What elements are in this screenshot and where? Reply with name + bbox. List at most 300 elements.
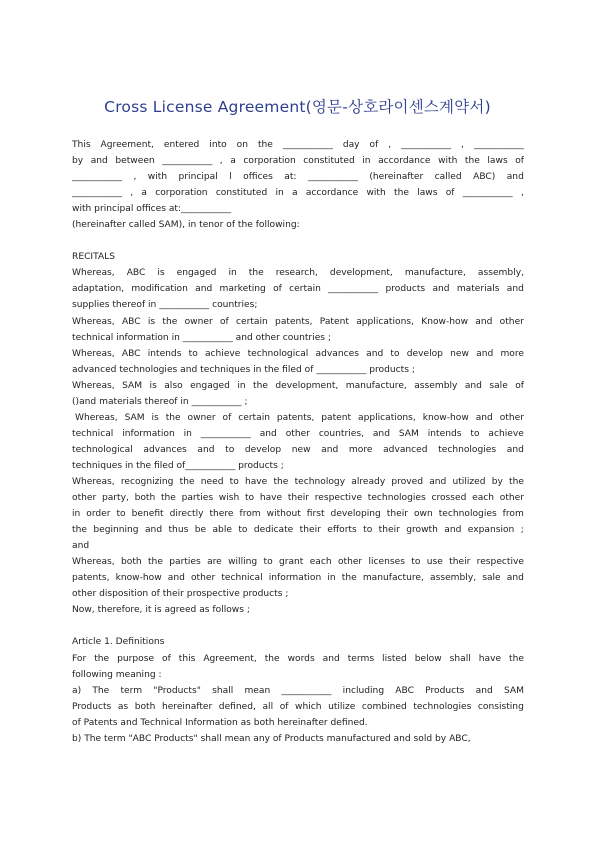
word: their	[287, 493, 310, 504]
word: ___________	[282, 140, 333, 150]
text-line: other disposition of their prospective products ;	[72, 589, 289, 600]
word: know-how	[422, 412, 469, 423]
word: utilized	[452, 476, 486, 487]
word: is	[147, 316, 156, 327]
word: technologies	[438, 509, 497, 520]
word: manufacture,	[404, 268, 466, 279]
word: parties	[169, 557, 201, 568]
word: and	[372, 428, 390, 439]
word: to	[263, 557, 273, 568]
text-line	[72, 474, 524, 490]
text-line: b) The term "ABC Products" shall mean any of Products manufactured and sold by ABC,	[72, 733, 471, 744]
word: of	[515, 156, 524, 167]
word: ABC)	[473, 172, 496, 183]
word: to	[470, 428, 480, 439]
word: both	[134, 701, 156, 712]
word: respective	[314, 493, 363, 504]
word: proved	[391, 476, 424, 487]
word: owner	[187, 412, 216, 423]
word: their	[299, 525, 321, 536]
text-line	[72, 410, 524, 426]
word: growth	[406, 525, 438, 536]
word: patents,	[275, 316, 313, 327]
word: and	[475, 412, 493, 423]
word: the	[264, 653, 280, 664]
word: mean	[244, 685, 271, 696]
text-line: technical information in ___________ and other countries ;	[72, 332, 331, 343]
word: directly	[169, 509, 204, 520]
word: is	[157, 268, 165, 279]
word: and	[195, 284, 213, 295]
word: SAM	[122, 380, 143, 391]
word: manufacture,	[362, 573, 424, 584]
word: of	[162, 653, 171, 664]
word: SAM	[503, 685, 524, 696]
word: intends	[427, 428, 462, 439]
word: owner	[184, 316, 213, 327]
word: ,	[461, 140, 464, 150]
word: is	[149, 380, 157, 391]
article-heading: Article 1. Definitions	[72, 637, 165, 648]
word: engaged	[190, 380, 230, 391]
word: grant	[278, 557, 304, 568]
word: to	[225, 444, 235, 455]
word: the	[273, 476, 289, 487]
text-line: Now, therefore, it is agreed as follows ;	[72, 605, 250, 616]
word: dedicate	[253, 525, 294, 536]
word: and	[321, 444, 339, 455]
word: benefit	[131, 509, 164, 520]
word: research,	[275, 268, 318, 279]
word: ___________	[401, 140, 452, 150]
word: know-how	[115, 573, 162, 584]
word: their	[378, 525, 400, 536]
word: development,	[275, 380, 339, 391]
word: including	[342, 685, 385, 696]
word: This	[72, 140, 91, 150]
word: patents,	[276, 412, 315, 423]
text-line	[72, 185, 524, 201]
text-line	[72, 265, 524, 281]
word: ___________	[462, 188, 513, 199]
word: beginning	[93, 525, 139, 536]
word: ___________	[72, 188, 123, 199]
word: intends	[147, 348, 182, 359]
word: and	[464, 380, 482, 391]
word: the	[160, 493, 176, 504]
word: words	[287, 653, 315, 664]
word: from	[239, 509, 261, 520]
word: and	[259, 428, 277, 439]
text-line	[72, 554, 524, 570]
word: the	[72, 525, 87, 536]
word: Products	[425, 685, 465, 696]
word: the	[179, 476, 195, 487]
word: products	[385, 284, 426, 295]
word: ___________	[72, 172, 123, 183]
word: defined,	[218, 701, 256, 712]
word: also	[164, 380, 183, 391]
word: other	[285, 428, 310, 439]
word: with	[147, 172, 168, 183]
word: the	[509, 476, 524, 487]
word: purpose	[117, 653, 155, 664]
word: party,	[101, 493, 129, 504]
word: a)	[72, 685, 82, 696]
word: of	[279, 701, 289, 712]
word: ,	[388, 140, 392, 150]
word: called	[434, 172, 462, 183]
word: sale	[489, 380, 508, 391]
word: utilize	[328, 701, 356, 712]
word: laws	[487, 156, 508, 167]
word: developing	[330, 509, 381, 520]
word: consisting	[477, 701, 524, 712]
word: the	[165, 412, 181, 423]
word: other	[499, 493, 524, 504]
word: Whereas,	[75, 412, 118, 423]
word: marketing	[219, 284, 266, 295]
word: applications,	[356, 316, 414, 327]
word: and	[197, 444, 215, 455]
word: ABC	[126, 268, 146, 279]
word: all	[262, 701, 274, 712]
word: own	[413, 509, 433, 520]
word: to	[363, 525, 373, 536]
word: and	[506, 573, 524, 584]
word: achieve	[204, 348, 241, 359]
text-line	[72, 314, 524, 330]
word: from	[502, 509, 524, 520]
word: and	[475, 316, 493, 327]
text-line	[72, 281, 524, 297]
word: ___________	[307, 172, 358, 183]
document-title: Cross License Agreement(영문-상호라이센스계약서)	[104, 98, 491, 116]
word: both	[134, 493, 156, 504]
word: sale	[482, 573, 501, 584]
word: the	[464, 156, 480, 167]
text-line	[72, 442, 524, 458]
word: technologies	[438, 444, 497, 455]
text-line	[72, 378, 524, 394]
word: technology	[294, 476, 346, 487]
word: development,	[329, 268, 393, 279]
word: in	[237, 380, 246, 391]
word: Whereas,	[72, 348, 115, 359]
word: patents,	[72, 573, 110, 584]
word: listed	[382, 653, 407, 664]
word: advanced	[383, 444, 428, 455]
text-line: supplies thereof in ___________ countries;	[72, 300, 258, 311]
text-line	[72, 169, 524, 185]
text-line: ()and materials thereof in ___________ ;	[72, 396, 248, 407]
word: below	[414, 653, 442, 664]
text-line: following meaning :	[72, 669, 162, 680]
word: the	[509, 653, 524, 664]
word: the	[257, 140, 273, 150]
text-line: techniques in the filed of___________ products ;	[72, 460, 284, 471]
word: assembly,	[477, 268, 524, 279]
word: each	[309, 557, 332, 568]
word: the	[94, 653, 110, 664]
word: able	[212, 525, 232, 536]
word: other	[72, 493, 97, 504]
word: the	[253, 380, 268, 391]
word: licenses	[368, 557, 405, 568]
word: to	[116, 509, 126, 520]
word: a	[230, 156, 236, 167]
word: adaptation,	[72, 284, 125, 295]
word: assembly,	[430, 573, 477, 584]
word: both	[121, 557, 142, 568]
word: laws	[417, 188, 438, 199]
word: day	[342, 140, 360, 150]
word: without	[266, 509, 301, 520]
word: shall	[449, 653, 471, 664]
text-line: with principal offices at:___________	[72, 204, 232, 215]
word: have	[259, 493, 283, 504]
word: Products	[72, 701, 112, 712]
word: thus	[168, 525, 189, 536]
word: For	[72, 653, 87, 664]
word: ,	[130, 188, 134, 199]
text-line	[72, 651, 524, 667]
word: "Products"	[153, 685, 201, 696]
word: shall	[212, 685, 234, 696]
word: patent	[321, 412, 352, 423]
word: use	[426, 557, 443, 568]
word: to	[244, 493, 255, 504]
word: and	[475, 685, 493, 696]
word: information	[268, 573, 322, 584]
word: advances	[315, 348, 359, 359]
word: term	[120, 685, 143, 696]
text-line: of Patents and Technical Information as both hereinafter defined.	[72, 717, 368, 728]
word: develop	[406, 348, 443, 359]
text-line: (hereinafter called SAM), in tenor of the following:	[72, 220, 300, 231]
word: and	[476, 348, 494, 359]
word: with	[366, 188, 386, 199]
word: Whereas,	[72, 316, 115, 327]
word: ___________	[200, 428, 251, 439]
word: ,	[520, 188, 524, 199]
word: on	[236, 140, 248, 150]
word: constituted	[215, 188, 268, 199]
word: other	[499, 412, 524, 423]
word: corporation	[243, 156, 296, 167]
word: terms	[347, 653, 375, 664]
word: of	[369, 140, 379, 150]
blank-line	[72, 618, 524, 634]
word: wish	[218, 493, 240, 504]
word: to	[238, 525, 248, 536]
section-heading: RECITALS	[72, 252, 116, 263]
word: have	[478, 653, 502, 664]
text-line	[72, 426, 524, 442]
word: to	[229, 476, 239, 487]
word: develop	[244, 444, 282, 455]
word: a	[292, 188, 298, 199]
word: respective	[476, 557, 524, 568]
word: into	[209, 140, 227, 150]
word: technological	[72, 444, 133, 455]
word: ___________	[162, 156, 213, 167]
word: of	[515, 380, 524, 391]
word: assembly	[414, 380, 458, 391]
word: and	[506, 284, 524, 295]
word: recognizing	[120, 476, 174, 487]
word: ,	[219, 156, 223, 167]
word: in	[275, 188, 284, 199]
word: of	[445, 188, 455, 199]
word: technologies	[413, 701, 472, 712]
word: at:	[284, 172, 297, 183]
word: Agreement,	[100, 140, 154, 150]
word: applications,	[358, 412, 416, 423]
word: already	[351, 476, 386, 487]
word: and	[432, 284, 450, 295]
word: ___________	[328, 284, 379, 295]
word: are	[207, 557, 222, 568]
word: Whereas,	[72, 557, 115, 568]
word: Whereas,	[72, 476, 115, 487]
word: Agreement,	[203, 653, 257, 664]
word: constituted	[303, 156, 355, 167]
word: and	[429, 476, 447, 487]
word: and	[444, 525, 462, 536]
word: and	[506, 444, 524, 455]
word: and	[90, 156, 108, 167]
word: certain	[236, 316, 268, 327]
word: materials	[456, 284, 500, 295]
word: order	[86, 509, 111, 520]
word: have	[244, 476, 268, 487]
word: by	[72, 156, 84, 167]
text-line	[72, 490, 524, 506]
word: modification	[131, 284, 188, 295]
word: to	[411, 557, 421, 568]
word: certain	[238, 412, 270, 423]
word: by	[491, 476, 503, 487]
word: efforts	[327, 525, 357, 536]
word: (hereinafter	[369, 172, 424, 183]
word: SAM	[124, 412, 145, 423]
word: technologies	[367, 493, 426, 504]
word: ABC	[121, 316, 141, 327]
word: crossed	[431, 493, 467, 504]
text-line	[72, 506, 524, 522]
word: more	[348, 444, 373, 455]
word: of	[222, 412, 232, 423]
word: to	[188, 348, 198, 359]
word: this	[178, 653, 196, 664]
word: Whereas,	[72, 268, 115, 279]
word: ;	[520, 525, 524, 536]
text-line	[72, 522, 524, 538]
word: offices	[243, 172, 273, 183]
word: of	[219, 316, 229, 327]
word: the	[147, 557, 163, 568]
blank-line	[72, 233, 524, 249]
word: certain	[289, 284, 321, 295]
document-body	[72, 137, 524, 747]
word: engaged	[176, 268, 217, 279]
word: achieve	[488, 428, 524, 439]
word: manufacture,	[345, 380, 407, 391]
word: principal	[178, 172, 218, 183]
text-line	[72, 346, 524, 362]
word: the	[248, 268, 264, 279]
word: in	[183, 428, 192, 439]
text-line: and	[72, 541, 90, 552]
word: other	[337, 557, 363, 568]
word: ___________	[473, 140, 524, 150]
text-line: advanced technologies and techniques in the filed of ___________ products ;	[72, 364, 415, 375]
word: Know-how	[421, 316, 469, 327]
word: and	[144, 525, 163, 536]
text-line	[72, 699, 524, 715]
word: their	[386, 509, 408, 520]
word: of	[273, 284, 282, 295]
word: and	[167, 573, 185, 584]
text-line	[72, 137, 524, 153]
word: parties	[181, 493, 214, 504]
word: technical	[72, 428, 114, 439]
word: more	[500, 348, 524, 359]
word: other	[499, 316, 524, 327]
word: other	[190, 573, 216, 584]
word: l	[229, 172, 232, 183]
word: to	[390, 348, 400, 359]
word: Patent	[319, 316, 349, 327]
text-line	[72, 683, 524, 699]
word: corporation	[155, 188, 208, 199]
word: The	[92, 685, 110, 696]
word: need	[200, 476, 224, 487]
word: in	[72, 509, 81, 520]
word: ABC	[395, 685, 414, 696]
word: new	[291, 444, 311, 455]
word: ABC	[121, 348, 141, 359]
word: SAM	[398, 428, 419, 439]
word: ___________	[281, 685, 332, 696]
word: technological	[247, 348, 309, 359]
word: accordance	[378, 156, 431, 167]
word: in	[362, 156, 371, 167]
word: there	[209, 509, 234, 520]
word: expansion	[467, 525, 515, 536]
word: new	[450, 348, 469, 359]
word: and	[322, 653, 340, 664]
text-line	[72, 570, 524, 586]
word: hereinafter	[161, 701, 213, 712]
word: in	[228, 268, 237, 279]
word: their	[449, 557, 471, 568]
word: with	[438, 156, 458, 167]
word: information	[122, 428, 175, 439]
word: each	[472, 493, 495, 504]
word: and	[366, 348, 384, 359]
word: Whereas,	[72, 380, 115, 391]
word: countries,	[318, 428, 364, 439]
word: technical	[221, 573, 263, 584]
word: as	[117, 701, 129, 712]
text-line	[72, 153, 524, 169]
word: entered	[163, 140, 200, 150]
word: advances	[143, 444, 187, 455]
word: ,	[133, 172, 137, 183]
word: and	[506, 172, 524, 183]
